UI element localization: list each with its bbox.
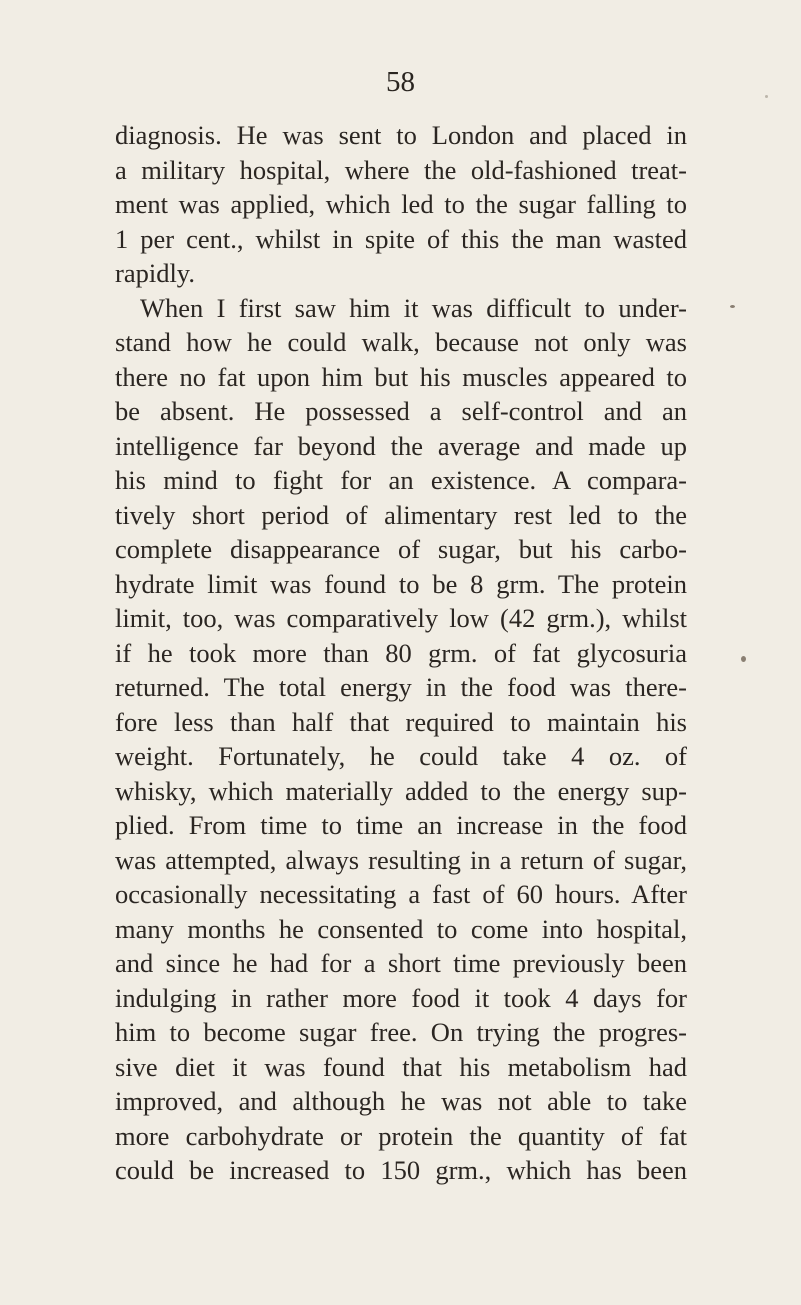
text-line: rapidly. (115, 258, 195, 288)
text-line: improved, and although he was not able to take (115, 1086, 687, 1116)
text-line: When I first saw him it was difficult to under- (140, 292, 687, 323)
text-line: tively short period of alimentary rest led to the (115, 499, 687, 530)
body-text (115, 118, 687, 1188)
text-line: his mind to fight for an existence. A compara- (115, 465, 687, 495)
text-line: indulging in rather more food it took 4 days for (115, 982, 687, 1013)
text-line: was attempted, always resulting in a return of sugar, (115, 844, 687, 875)
text-line: him to become sugar free. On trying the progres- (115, 1017, 687, 1047)
text-line: many months he consented to come into hospital, (115, 913, 687, 944)
text-line: fore less than half that required to maintain his (115, 706, 687, 737)
paper-speck (741, 656, 746, 662)
page-number: 58 (386, 66, 415, 98)
text-line: a military hospital, where the old-fashioned treat- (115, 154, 687, 185)
text-line: ment was applied, which led to the sugar falling to (115, 189, 687, 219)
text-line: sive diet it was found that his metabolism had (115, 1051, 687, 1082)
text-line: intelligence far beyond the average and made up (115, 430, 687, 461)
text-line: limit, too, was comparatively low (42 grm.), whilst (115, 603, 687, 633)
text-line: diagnosis. He was sent to London and placed in (115, 120, 687, 150)
text-line: occasionally necessitating a fast of 60 hours. After (115, 879, 687, 909)
text-line: 1 per cent., whilst in spite of this the man wasted (115, 223, 687, 254)
text-line: and since he had for a short time previously been (115, 948, 687, 978)
paper-speck (730, 305, 735, 308)
text-line: whisky, which materially added to the energy sup- (115, 775, 687, 806)
paper-speck (765, 95, 768, 98)
text-line: returned. The total energy in the food was there- (115, 672, 687, 702)
text-line: more carbohydrate or protein the quantity of fat (115, 1120, 687, 1151)
text-line: there no fat upon him but his muscles appeared to (115, 361, 687, 392)
text-line: stand how he could walk, because not only was (115, 327, 687, 357)
text-line: plied. From time to time an increase in the food (115, 810, 687, 840)
text-line: complete disappearance of sugar, but his carbo- (115, 534, 687, 564)
text-line: could be increased to 150 grm., which has been (115, 1155, 687, 1185)
text-line: be absent. He possessed a self-control and an (115, 396, 687, 426)
text-line: if he took more than 80 grm. of fat glycosuria (115, 637, 687, 668)
text-line: hydrate limit was found to be 8 grm. The protein (115, 568, 687, 599)
text-line: weight. Fortunately, he could take 4 oz. of (115, 741, 687, 771)
